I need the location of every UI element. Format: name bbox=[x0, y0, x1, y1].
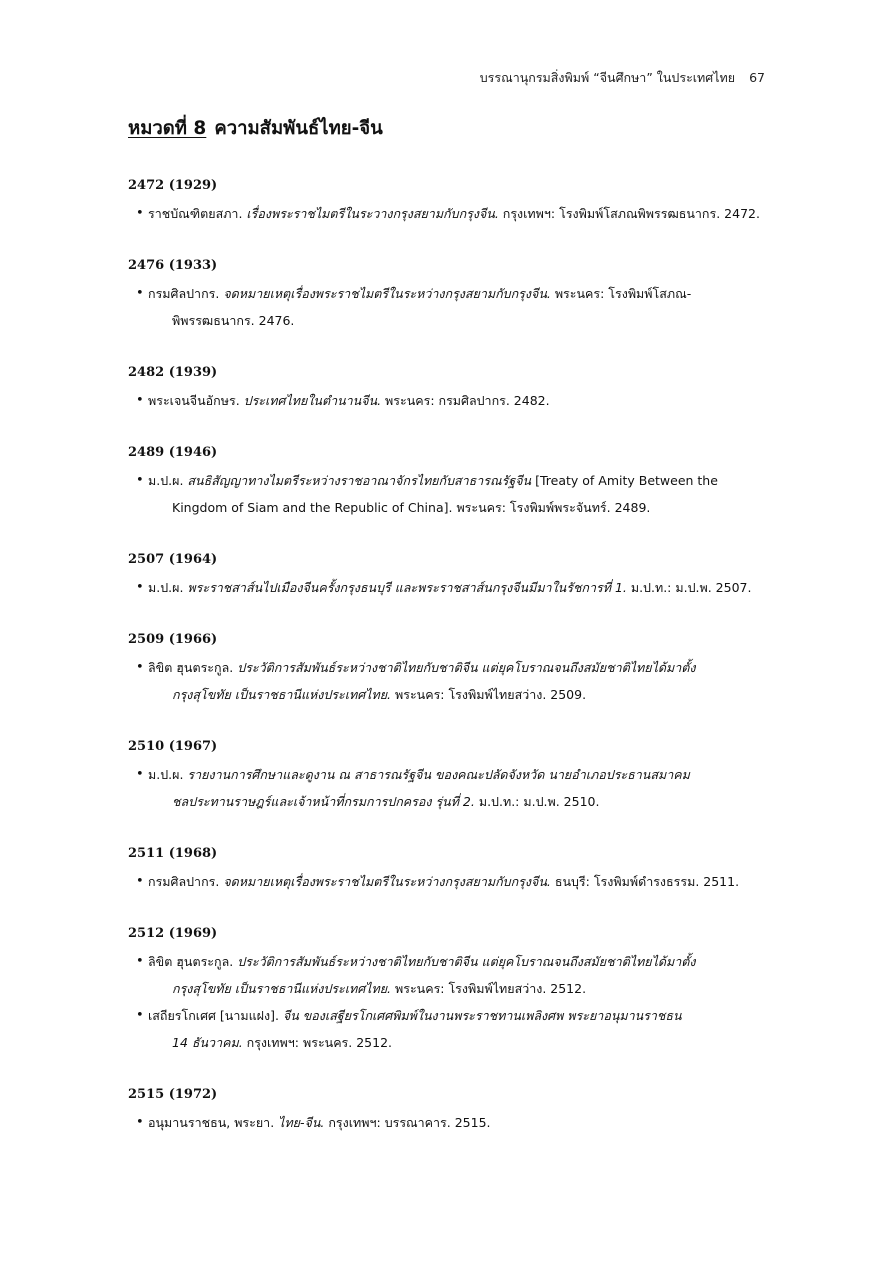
entry-text: กรมศิลปากร. bbox=[148, 874, 224, 889]
bullet-icon: • bbox=[136, 660, 144, 675]
year-heading: 2476 (1933) bbox=[128, 258, 218, 273]
entry-title-text: จดหมายเหตุเรื่องพระราชไมตรีในระหว่างกรุงสยามกับกรุงจีน. bbox=[223, 874, 551, 889]
entry-text: พิพรรฒธนากร. 2476. bbox=[172, 313, 295, 328]
year-section bbox=[128, 364, 768, 415]
bullet-icon: • bbox=[136, 206, 144, 221]
entry-text: พระนคร: โรงพิมพ์โสภณ- bbox=[550, 286, 692, 301]
entry-text: [Treaty of Amity Between the bbox=[531, 473, 718, 488]
entry-line bbox=[172, 308, 768, 335]
bullet-icon: • bbox=[136, 954, 144, 969]
entry-title-text: ชลประทานราษฎร์และเจ้าหน้าที่กรมการปกครอง รุ่นที่ 2. bbox=[172, 794, 475, 809]
entry-title-text: รายงานการศึกษาและดูงาน ณ สาธารณรัฐจีน ของคณะปลัดจังหวัด นายอำเภอประธานสมาคม bbox=[187, 767, 690, 782]
year-heading: 2472 (1929) bbox=[128, 178, 218, 193]
entry-line bbox=[172, 789, 768, 816]
chapter-title: ความสัมพันธ์ไทย-จีน bbox=[214, 118, 383, 139]
entry-text: Kingdom of Siam and the Republic of China]. bbox=[172, 500, 457, 515]
entry-title-text: จีน ของเสฐียรโกเศศพิมพ์ในงานพระราชทานเพลิงศพ พระยาอนุมานราชธน bbox=[282, 1008, 682, 1023]
year-section bbox=[128, 177, 768, 228]
year-heading: 2512 (1969) bbox=[128, 926, 218, 941]
entry-text: ม.ป.ผ. bbox=[148, 473, 188, 488]
bullet-icon: • bbox=[136, 874, 144, 889]
bibliography-entry bbox=[128, 949, 768, 1003]
entry-text: พระเจนจีนอักษร. bbox=[148, 393, 244, 408]
bibliography-entry bbox=[128, 281, 768, 335]
bullet-icon: • bbox=[136, 393, 144, 408]
entry-text: พระนคร: โรงพิมพ์พระจันทร์. bbox=[456, 500, 611, 515]
entry-text: เสถียรโกเศศ [นามแฝง]. bbox=[148, 1008, 283, 1023]
year-section bbox=[128, 845, 768, 896]
entry-text: ม.ป.ผ. bbox=[148, 580, 188, 595]
entry-title-text: กรุงสุโขทัย เป็นราชธานีแห่งประเทศไทย. bbox=[172, 981, 392, 996]
year-heading: 2509 (1966) bbox=[128, 632, 218, 647]
bullet-icon: • bbox=[136, 1008, 144, 1023]
year-heading: 2482 (1939) bbox=[128, 365, 218, 380]
entry-line bbox=[172, 1030, 768, 1057]
bibliography-entry bbox=[128, 201, 768, 228]
entry-title-text: ประเทศไทยในตำนานจีน. bbox=[243, 393, 382, 408]
chapter-heading bbox=[128, 114, 768, 143]
entry-title-text: 14 ธันวาคม. bbox=[172, 1035, 243, 1050]
year-heading: 2507 (1964) bbox=[128, 552, 218, 567]
entry-line bbox=[148, 1003, 744, 1030]
bullet-icon: • bbox=[136, 473, 144, 488]
year-section bbox=[128, 631, 768, 709]
bullet-icon: • bbox=[136, 767, 144, 782]
entry-title-text: ไทย-จีน. bbox=[278, 1115, 325, 1130]
running-header bbox=[480, 68, 765, 88]
year-section bbox=[128, 1086, 768, 1137]
bibliography-entry bbox=[128, 468, 768, 522]
bibliography-entry bbox=[128, 762, 768, 816]
entry-text: ม.ป.ผ. bbox=[148, 767, 188, 782]
bullet-icon: • bbox=[136, 286, 144, 301]
entry-line bbox=[148, 869, 744, 896]
entry-title-text: เรื่องพระราชไมตรีในระวางกรุงสยามกับกรุงจีน. bbox=[246, 206, 499, 221]
bibliography-entry bbox=[128, 575, 768, 602]
year-heading: 2489 (1946) bbox=[128, 445, 218, 460]
chapter-number: หมวดที่ 8 bbox=[128, 118, 207, 139]
year-section bbox=[128, 738, 768, 816]
bibliography-list bbox=[128, 177, 768, 1137]
entry-line bbox=[172, 682, 768, 709]
entry-title-text: กรุงสุโขทัย เป็นราชธานีแห่งประเทศไทย. bbox=[172, 687, 392, 702]
bibliography-entry bbox=[128, 1110, 768, 1137]
entry-text: กรุงเทพฯ: โรงพิมพ์โสภณพิพรรฒธนากร. 2472. bbox=[498, 206, 760, 221]
entry-text: ธนบุรี: โรงพิมพ์ดำรงธรรม. 2511. bbox=[550, 874, 740, 889]
bibliography-entry bbox=[128, 655, 768, 709]
entry-title-text: พระราชสาส์นไปเมืองจีนครั้งกรุงธนบุรี และพระราชสาส์นกรุงจีนมีมาในรัชการที่ 1. bbox=[187, 580, 627, 595]
entry-text: กรมศิลปากร. bbox=[148, 286, 224, 301]
year-section bbox=[128, 444, 768, 522]
page-number: 67 bbox=[749, 70, 765, 85]
bullet-icon: • bbox=[136, 580, 144, 595]
year-heading: 2515 (1972) bbox=[128, 1087, 218, 1102]
entry-text: ม.ป.ท.: ม.ป.พ. 2510. bbox=[474, 794, 600, 809]
entry-text: ราชบัณฑิตยสภา. bbox=[148, 206, 247, 221]
entry-title-text: ประวัติการสัมพันธ์ระหว่างชาติไทยกับชาติจีน แต่ยุคโบราณจนถึงสมัยชาติไทยได้มาตั้ง bbox=[237, 954, 696, 969]
entry-line bbox=[148, 468, 744, 495]
entry-line bbox=[172, 976, 768, 1003]
year-heading: 2511 (1968) bbox=[128, 846, 218, 861]
entry-line bbox=[148, 281, 744, 308]
entry-text: อนุมานราชธน, พระยา. bbox=[148, 1115, 279, 1130]
entry-line bbox=[148, 762, 744, 789]
entry-line bbox=[148, 655, 744, 682]
bibliography-entry bbox=[128, 869, 768, 896]
entry-text: พระนคร: โรงพิมพ์ไทยสว่าง. 2512. bbox=[391, 981, 587, 996]
year-section bbox=[128, 925, 768, 1057]
entry-line bbox=[148, 201, 760, 228]
entry-text: พระนคร: โรงพิมพ์ไทยสว่าง. 2509. bbox=[391, 687, 587, 702]
entry-text: ม.ป.ท.: ม.ป.พ. 2507. bbox=[626, 580, 752, 595]
entry-text: ลิขิต ฮุนตระกูล. bbox=[148, 954, 238, 969]
entry-line bbox=[172, 495, 768, 522]
year-section bbox=[128, 257, 768, 335]
entry-text: 2489. bbox=[610, 500, 651, 515]
entry-line bbox=[148, 1110, 744, 1137]
bibliography-entry bbox=[128, 388, 768, 415]
page-content bbox=[128, 114, 768, 1166]
entry-line bbox=[148, 575, 752, 602]
entry-text: กรุงเทพฯ: พระนคร. 2512. bbox=[242, 1035, 393, 1050]
year-section bbox=[128, 551, 768, 602]
entry-title-text: จดหมายเหตุเรื่องพระราชไมตรีในระหว่างกรุงสยามกับกรุงจีน. bbox=[223, 286, 551, 301]
bibliography-entry bbox=[128, 1003, 768, 1057]
bullet-icon: • bbox=[136, 1115, 144, 1130]
entry-line bbox=[148, 949, 744, 976]
entry-text: กรุงเทพฯ: บรรณาคาร. 2515. bbox=[324, 1115, 491, 1130]
entry-title-text: สนธิสัญญาทางไมตรีระหว่างราชอาณาจักรไทยกับสาธารณรัฐจีน bbox=[187, 473, 532, 488]
year-heading: 2510 (1967) bbox=[128, 739, 218, 754]
running-title: บรรณานุกรมสิ่งพิมพ์ “จีนศึกษา” ในประเทศไทย bbox=[479, 70, 736, 85]
entry-line bbox=[148, 388, 744, 415]
entry-text: พระนคร: กรมศิลปากร. 2482. bbox=[381, 393, 550, 408]
entry-text: ลิขิต ฮุนตระกูล. bbox=[148, 660, 238, 675]
entry-title-text: ประวัติการสัมพันธ์ระหว่างชาติไทยกับชาติจีน แต่ยุคโบราณจนถึงสมัยชาติไทยได้มาตั้ง bbox=[237, 660, 696, 675]
